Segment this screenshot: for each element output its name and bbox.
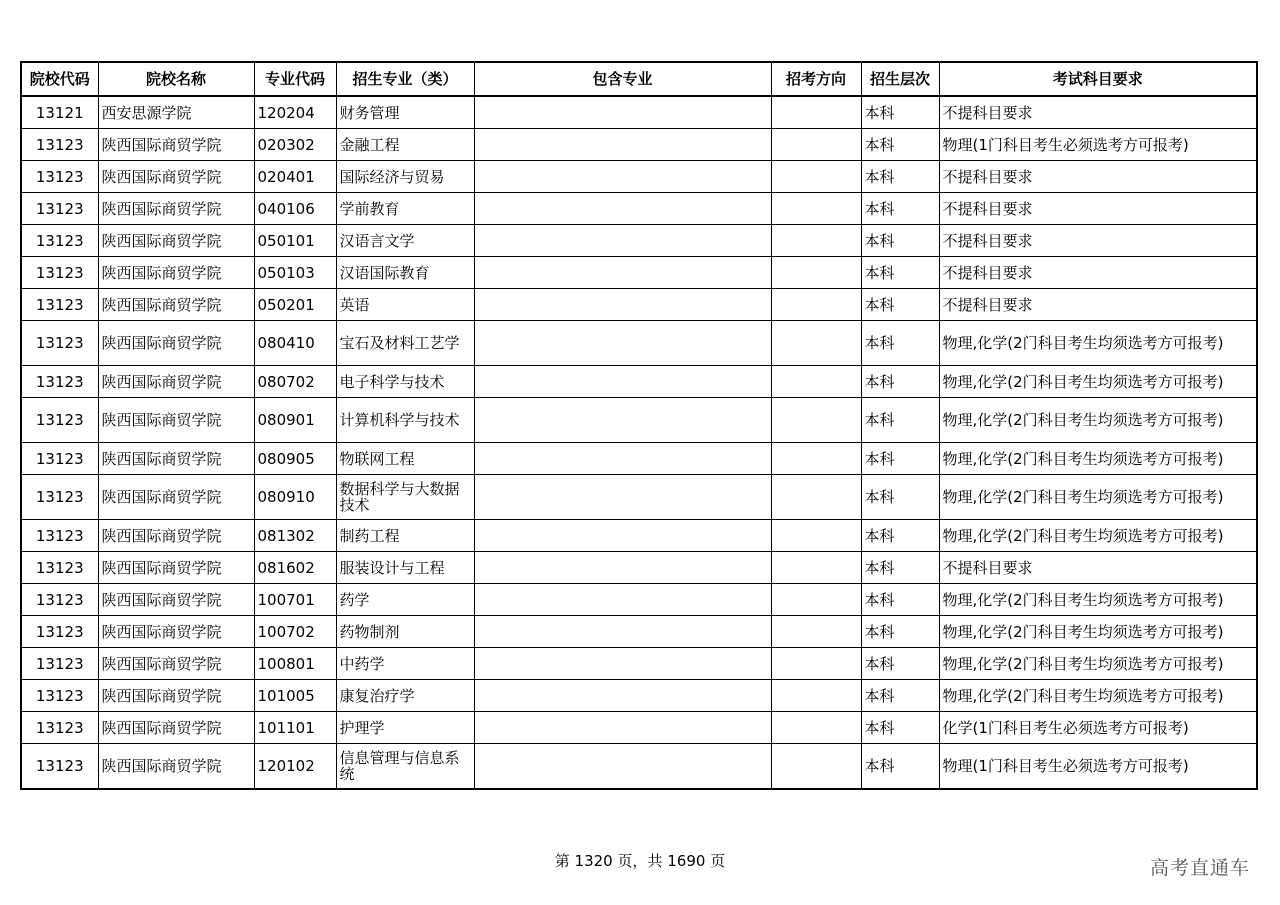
cell-major-code: 100701 bbox=[254, 584, 336, 616]
cell-direction bbox=[771, 161, 861, 193]
cell-direction bbox=[771, 680, 861, 712]
table-row bbox=[21, 520, 1257, 552]
cell-major-code: 080901 bbox=[254, 398, 336, 443]
cell-major-code: 020302 bbox=[254, 129, 336, 161]
cell-direction bbox=[771, 552, 861, 584]
cell-major-name: 数据科学与大数据技术 bbox=[336, 475, 474, 520]
cell-direction bbox=[771, 712, 861, 744]
cell-school-name: 陕西国际商贸学院 bbox=[98, 161, 254, 193]
cell-school-code: 13123 bbox=[21, 161, 98, 193]
cell-direction bbox=[771, 520, 861, 552]
table-row bbox=[21, 321, 1257, 366]
cell-major-code: 040106 bbox=[254, 193, 336, 225]
cell-level: 本科 bbox=[861, 289, 939, 321]
header-subject-requirements: 考试科目要求 bbox=[939, 62, 1257, 96]
cell-level: 本科 bbox=[861, 744, 939, 790]
table-row bbox=[21, 161, 1257, 193]
header-level: 招生层次 bbox=[861, 62, 939, 96]
table-row bbox=[21, 193, 1257, 225]
table-row bbox=[21, 712, 1257, 744]
cell-level: 本科 bbox=[861, 475, 939, 520]
cell-major-code: 101101 bbox=[254, 712, 336, 744]
table-row bbox=[21, 398, 1257, 443]
cell-included-majors bbox=[474, 366, 771, 398]
cell-subject-requirements: 物理,化学(2门科目考生均须选考方可报考) bbox=[939, 366, 1257, 398]
cell-school-name: 陕西国际商贸学院 bbox=[98, 366, 254, 398]
cell-direction bbox=[771, 96, 861, 129]
cell-direction bbox=[771, 475, 861, 520]
cell-subject-requirements: 物理(1门科目考生必须选考方可报考) bbox=[939, 129, 1257, 161]
cell-direction bbox=[771, 398, 861, 443]
cell-school-code: 13123 bbox=[21, 443, 98, 475]
cell-included-majors bbox=[474, 193, 771, 225]
cell-major-name: 康复治疗学 bbox=[336, 680, 474, 712]
header-school-name: 院校名称 bbox=[98, 62, 254, 96]
table-row bbox=[21, 443, 1257, 475]
cell-school-name: 陕西国际商贸学院 bbox=[98, 129, 254, 161]
cell-level: 本科 bbox=[861, 161, 939, 193]
cell-level: 本科 bbox=[861, 96, 939, 129]
cell-included-majors bbox=[474, 680, 771, 712]
cell-school-code: 13123 bbox=[21, 398, 98, 443]
cell-school-name: 陕西国际商贸学院 bbox=[98, 475, 254, 520]
cell-included-majors bbox=[474, 712, 771, 744]
cell-school-code: 13123 bbox=[21, 257, 98, 289]
cell-major-name: 药学 bbox=[336, 584, 474, 616]
cell-major-name: 宝石及材料工艺学 bbox=[336, 321, 474, 366]
cell-subject-requirements: 物理,化学(2门科目考生均须选考方可报考) bbox=[939, 616, 1257, 648]
cell-subject-requirements: 不提科目要求 bbox=[939, 161, 1257, 193]
cell-school-name: 陕西国际商贸学院 bbox=[98, 520, 254, 552]
cell-major-code: 050103 bbox=[254, 257, 336, 289]
table-row bbox=[21, 289, 1257, 321]
cell-included-majors bbox=[474, 744, 771, 790]
cell-major-name: 汉语言文学 bbox=[336, 225, 474, 257]
cell-direction bbox=[771, 225, 861, 257]
table-row bbox=[21, 96, 1257, 129]
cell-major-name: 学前教育 bbox=[336, 193, 474, 225]
cell-school-code: 13123 bbox=[21, 648, 98, 680]
cell-level: 本科 bbox=[861, 443, 939, 475]
cell-subject-requirements: 物理,化学(2门科目考生均须选考方可报考) bbox=[939, 321, 1257, 366]
admission-table bbox=[20, 61, 1258, 790]
cell-school-name: 陕西国际商贸学院 bbox=[98, 289, 254, 321]
cell-school-name: 陕西国际商贸学院 bbox=[98, 584, 254, 616]
cell-major-name: 护理学 bbox=[336, 712, 474, 744]
cell-direction bbox=[771, 648, 861, 680]
cell-direction bbox=[771, 744, 861, 790]
cell-included-majors bbox=[474, 289, 771, 321]
cell-school-code: 13123 bbox=[21, 616, 98, 648]
cell-subject-requirements: 物理,化学(2门科目考生均须选考方可报考) bbox=[939, 648, 1257, 680]
cell-included-majors bbox=[474, 96, 771, 129]
cell-level: 本科 bbox=[861, 129, 939, 161]
cell-major-name: 电子科学与技术 bbox=[336, 366, 474, 398]
cell-subject-requirements: 物理(1门科目考生必须选考方可报考) bbox=[939, 744, 1257, 790]
cell-school-code: 13123 bbox=[21, 366, 98, 398]
cell-included-majors bbox=[474, 520, 771, 552]
cell-level: 本科 bbox=[861, 193, 939, 225]
cell-school-code: 13123 bbox=[21, 584, 98, 616]
cell-major-code: 101005 bbox=[254, 680, 336, 712]
cell-included-majors bbox=[474, 398, 771, 443]
cell-level: 本科 bbox=[861, 257, 939, 289]
cell-school-name: 西安思源学院 bbox=[98, 96, 254, 129]
cell-major-name: 金融工程 bbox=[336, 129, 474, 161]
table-row bbox=[21, 552, 1257, 584]
cell-level: 本科 bbox=[861, 321, 939, 366]
cell-included-majors bbox=[474, 648, 771, 680]
cell-major-name: 信息管理与信息系统 bbox=[336, 744, 474, 790]
cell-major-code: 080905 bbox=[254, 443, 336, 475]
cell-major-name: 药物制剂 bbox=[336, 616, 474, 648]
header-school-code: 院校代码 bbox=[21, 62, 98, 96]
cell-subject-requirements: 不提科目要求 bbox=[939, 96, 1257, 129]
cell-school-name: 陕西国际商贸学院 bbox=[98, 616, 254, 648]
cell-subject-requirements: 物理,化学(2门科目考生均须选考方可报考) bbox=[939, 520, 1257, 552]
header-major-name: 招生专业（类） bbox=[336, 62, 474, 96]
cell-major-code: 100801 bbox=[254, 648, 336, 680]
cell-subject-requirements: 物理,化学(2门科目考生均须选考方可报考) bbox=[939, 680, 1257, 712]
cell-school-code: 13123 bbox=[21, 744, 98, 790]
cell-included-majors bbox=[474, 475, 771, 520]
cell-major-code: 120102 bbox=[254, 744, 336, 790]
cell-direction bbox=[771, 443, 861, 475]
cell-level: 本科 bbox=[861, 584, 939, 616]
cell-major-code: 080910 bbox=[254, 475, 336, 520]
table-row bbox=[21, 225, 1257, 257]
table-row bbox=[21, 129, 1257, 161]
cell-school-code: 13123 bbox=[21, 129, 98, 161]
cell-school-name: 陕西国际商贸学院 bbox=[98, 443, 254, 475]
cell-level: 本科 bbox=[861, 648, 939, 680]
cell-included-majors bbox=[474, 616, 771, 648]
cell-subject-requirements: 不提科目要求 bbox=[939, 193, 1257, 225]
table-row bbox=[21, 744, 1257, 790]
cell-school-code: 13123 bbox=[21, 680, 98, 712]
cell-subject-requirements: 物理,化学(2门科目考生均须选考方可报考) bbox=[939, 443, 1257, 475]
cell-major-code: 080702 bbox=[254, 366, 336, 398]
cell-level: 本科 bbox=[861, 398, 939, 443]
cell-included-majors bbox=[474, 443, 771, 475]
cell-school-code: 13123 bbox=[21, 475, 98, 520]
cell-major-code: 050101 bbox=[254, 225, 336, 257]
watermark-text: 高考直通车 bbox=[1149, 857, 1250, 879]
table-row bbox=[21, 475, 1257, 520]
cell-major-name: 国际经济与贸易 bbox=[336, 161, 474, 193]
cell-subject-requirements: 不提科目要求 bbox=[939, 225, 1257, 257]
cell-subject-requirements: 物理,化学(2门科目考生均须选考方可报考) bbox=[939, 475, 1257, 520]
cell-direction bbox=[771, 257, 861, 289]
table-row bbox=[21, 680, 1257, 712]
cell-school-code: 13123 bbox=[21, 225, 98, 257]
cell-major-code: 081302 bbox=[254, 520, 336, 552]
table-row bbox=[21, 584, 1257, 616]
cell-major-code: 020401 bbox=[254, 161, 336, 193]
cell-direction bbox=[771, 193, 861, 225]
cell-school-name: 陕西国际商贸学院 bbox=[98, 648, 254, 680]
cell-school-name: 陕西国际商贸学院 bbox=[98, 744, 254, 790]
cell-level: 本科 bbox=[861, 680, 939, 712]
cell-level: 本科 bbox=[861, 520, 939, 552]
cell-level: 本科 bbox=[861, 552, 939, 584]
cell-major-code: 120204 bbox=[254, 96, 336, 129]
cell-direction bbox=[771, 129, 861, 161]
cell-included-majors bbox=[474, 321, 771, 366]
cell-major-name: 英语 bbox=[336, 289, 474, 321]
cell-level: 本科 bbox=[861, 712, 939, 744]
cell-major-name: 服装设计与工程 bbox=[336, 552, 474, 584]
cell-included-majors bbox=[474, 225, 771, 257]
cell-level: 本科 bbox=[861, 225, 939, 257]
cell-included-majors bbox=[474, 129, 771, 161]
cell-school-code: 13121 bbox=[21, 96, 98, 129]
cell-major-name: 物联网工程 bbox=[336, 443, 474, 475]
cell-level: 本科 bbox=[861, 366, 939, 398]
cell-included-majors bbox=[474, 584, 771, 616]
cell-school-name: 陕西国际商贸学院 bbox=[98, 193, 254, 225]
cell-school-name: 陕西国际商贸学院 bbox=[98, 257, 254, 289]
cell-subject-requirements: 物理,化学(2门科目考生均须选考方可报考) bbox=[939, 584, 1257, 616]
cell-major-name: 汉语国际教育 bbox=[336, 257, 474, 289]
cell-subject-requirements: 不提科目要求 bbox=[939, 552, 1257, 584]
cell-school-code: 13123 bbox=[21, 193, 98, 225]
header-direction: 招考方向 bbox=[771, 62, 861, 96]
cell-included-majors bbox=[474, 552, 771, 584]
cell-major-name: 计算机科学与技术 bbox=[336, 398, 474, 443]
cell-subject-requirements: 不提科目要求 bbox=[939, 257, 1257, 289]
cell-direction bbox=[771, 289, 861, 321]
cell-level: 本科 bbox=[861, 616, 939, 648]
table-row bbox=[21, 616, 1257, 648]
cell-major-name: 中药学 bbox=[336, 648, 474, 680]
cell-school-name: 陕西国际商贸学院 bbox=[98, 398, 254, 443]
cell-direction bbox=[771, 321, 861, 366]
cell-school-code: 13123 bbox=[21, 520, 98, 552]
cell-school-name: 陕西国际商贸学院 bbox=[98, 712, 254, 744]
cell-school-code: 13123 bbox=[21, 712, 98, 744]
cell-major-code: 080410 bbox=[254, 321, 336, 366]
cell-subject-requirements: 物理,化学(2门科目考生均须选考方可报考) bbox=[939, 398, 1257, 443]
page-number: 第 1320 页，共 1690 页 bbox=[554, 852, 726, 870]
cell-school-code: 13123 bbox=[21, 552, 98, 584]
cell-school-code: 13123 bbox=[21, 289, 98, 321]
header-major-code: 专业代码 bbox=[254, 62, 336, 96]
cell-included-majors bbox=[474, 161, 771, 193]
cell-direction bbox=[771, 366, 861, 398]
cell-major-name: 制药工程 bbox=[336, 520, 474, 552]
header-row bbox=[21, 62, 1257, 96]
cell-included-majors bbox=[474, 257, 771, 289]
cell-direction bbox=[771, 616, 861, 648]
table-row bbox=[21, 648, 1257, 680]
cell-school-name: 陕西国际商贸学院 bbox=[98, 552, 254, 584]
cell-major-code: 100702 bbox=[254, 616, 336, 648]
header-included-majors: 包含专业 bbox=[474, 62, 771, 96]
cell-subject-requirements: 化学(1门科目考生必须选考方可报考) bbox=[939, 712, 1257, 744]
table-row bbox=[21, 366, 1257, 398]
table-row bbox=[21, 257, 1257, 289]
cell-school-code: 13123 bbox=[21, 321, 98, 366]
cell-major-code: 050201 bbox=[254, 289, 336, 321]
cell-school-name: 陕西国际商贸学院 bbox=[98, 225, 254, 257]
cell-school-name: 陕西国际商贸学院 bbox=[98, 680, 254, 712]
cell-subject-requirements: 不提科目要求 bbox=[939, 289, 1257, 321]
cell-direction bbox=[771, 584, 861, 616]
cell-major-name: 财务管理 bbox=[336, 96, 474, 129]
cell-major-code: 081602 bbox=[254, 552, 336, 584]
cell-school-name: 陕西国际商贸学院 bbox=[98, 321, 254, 366]
